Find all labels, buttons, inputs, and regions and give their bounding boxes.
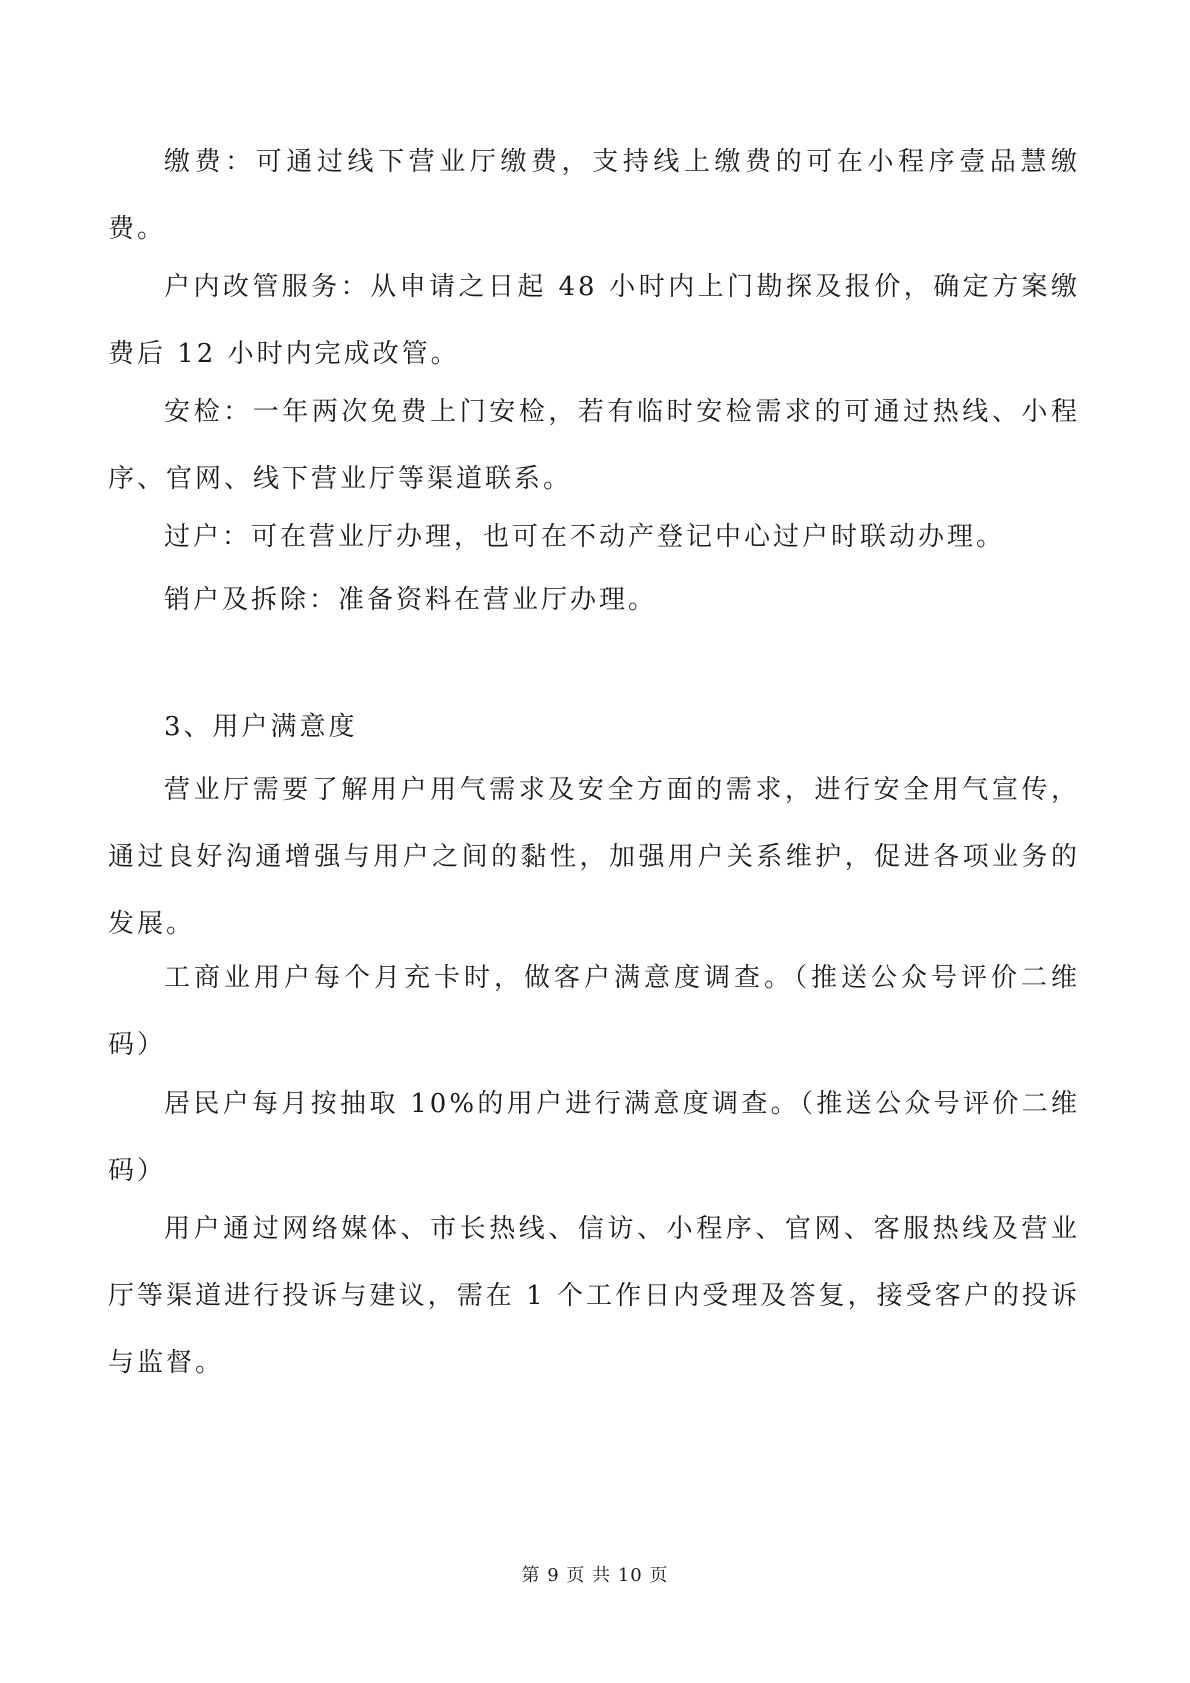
paragraph-resident-survey: 居民户每月按抽取 10%的用户进行满意度调查。（推送公众号评价二维码）	[108, 1089, 1080, 1186]
paragraph-payment: 缴费：可通过线下营业厅缴费，支持线上缴费的可在小程序壹品慧缴费。	[108, 147, 1080, 244]
paragraph-commercial-survey: 工商业用户每个月充卡时，做客户满意度调查。（推送公众号评价二维码）	[108, 963, 1080, 1060]
paragraph-satisfaction-intro: 营业厅需要了解用户用气需求及安全方面的需求，进行安全用气宣传，通过良好沟通增强与用户之间的黏性，加强用户关系维护，促进各项业务的发展。	[108, 775, 1080, 939]
section-heading: 3、用户满意度	[164, 712, 358, 742]
paragraph-transfer: 过户：可在营业厅办理，也可在不动产登记中心过户时联动办理。	[164, 522, 1006, 552]
page-number-label: 第 9 页 共 10 页	[521, 1565, 669, 1586]
paragraph-pipe-service: 户内改管服务：从申请之日起 48 小时内上门勘探及报价，确定方案缴费后 12 小时内完成改管。	[108, 272, 1080, 369]
paragraph-inspection: 安检：一年两次免费上门安检，若有临时安检需求的可通过热线、小程序、官网、线下营业厅等渠道联系。	[108, 397, 1080, 494]
paragraph-cancellation: 销户及拆除：准备资料在营业厅办理。	[164, 585, 658, 615]
page-footer	[0, 1564, 1190, 1588]
paragraph-complaints: 用户通过网络媒体、市长热线、信访、小程序、官网、客服热线及营业厅等渠道进行投诉与建议，需在 1 个工作日内受理及答复，接受客户的投诉与监督。	[108, 1214, 1080, 1378]
